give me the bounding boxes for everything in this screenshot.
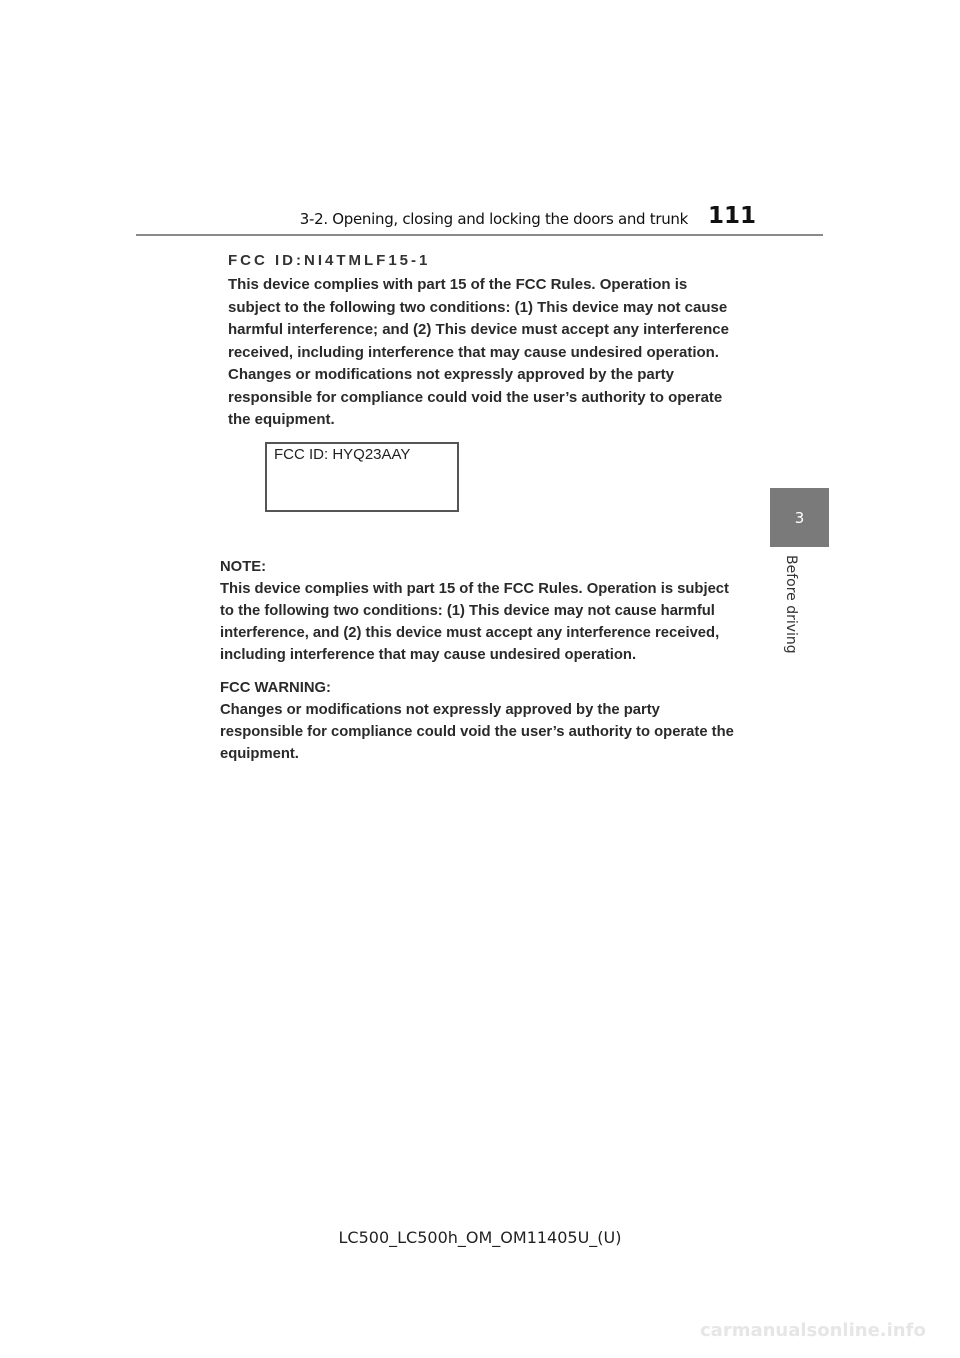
chapter-number: 3: [794, 508, 805, 527]
text-line: to the following two conditions: (1) This device may not cause harmful: [220, 603, 715, 619]
text-line: responsible for compliance could void the user’s authority to operate: [228, 388, 723, 406]
text-line: responsible for compliance could void the user’s authority to operate the: [220, 724, 734, 740]
chapter-tab: [770, 488, 829, 547]
text-line: including interference that may cause undesired operation.: [220, 647, 637, 663]
text-line: equipment.: [220, 746, 299, 762]
section-title: 3-2. Opening, closing and locking the doors and trunk: [299, 210, 688, 228]
watermark: carmanualsonline.info: [700, 1320, 926, 1341]
text-line: NOTE:: [220, 559, 267, 575]
text-line: This device complies with part 15 of the FCC Rules. Operation is: [228, 276, 688, 293]
text-line: received, including interference that may cause undesired operation.: [228, 343, 719, 361]
text-line: subject to the following two conditions: (1) This device may not cause: [228, 298, 728, 316]
fcc-modification-paragraph: [228, 364, 722, 432]
text-line: Changes or modifications not expressly approved by the party: [228, 366, 674, 383]
text-line: Changes or modifications not expressly approved by the party: [220, 702, 660, 718]
fcc-compliance-paragraph: [228, 274, 729, 364]
warning-block: [220, 677, 734, 765]
text-line: interference, and (2) this device must accept any interference received,: [220, 625, 720, 641]
page-number: 111: [708, 203, 757, 229]
note-block: [220, 556, 729, 666]
text-line: harmful interference; and (2) This device must accept any interference: [228, 321, 729, 338]
text-line: the equipment.: [228, 411, 335, 428]
text-line: FCC WARNING:: [220, 680, 331, 696]
text-line: This device complies with part 15 of the FCC Rules. Operation is subject: [220, 581, 729, 597]
chapter-label: Before driving: [783, 555, 799, 654]
document-code: LC500_LC500h_OM_OM11405U_(U): [338, 1228, 622, 1247]
fcc-id-box-text: FCC ID: HYQ23AAY: [274, 446, 411, 463]
fcc-id-top: FCC ID:NI4TMLF15-1: [228, 252, 431, 269]
header-rule: [136, 234, 823, 236]
fcc-id-box: [265, 442, 459, 512]
